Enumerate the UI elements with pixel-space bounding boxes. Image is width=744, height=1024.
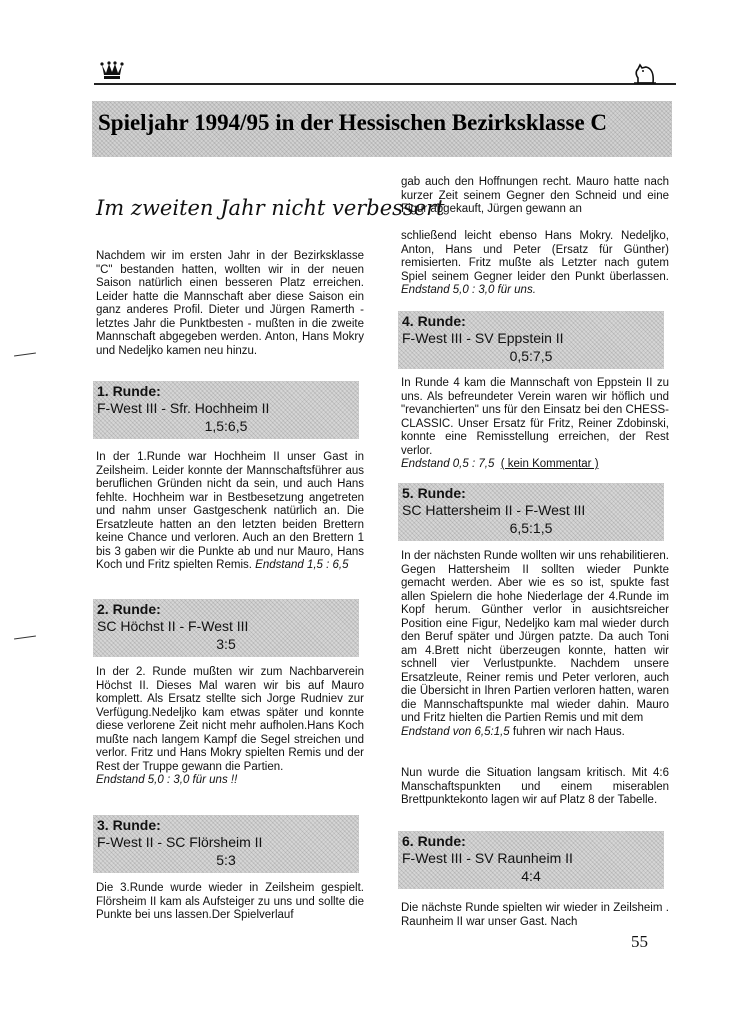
round4-endstand: Endstand 0,5 : 7,5 bbox=[401, 458, 495, 470]
round-title: 5. Runde: bbox=[402, 485, 466, 501]
round-score: 0,5:7,5 bbox=[509, 348, 553, 364]
round4-comment: ( kein Kommentar ) bbox=[500, 458, 599, 470]
round-match: SC Hattersheim II - F-West III bbox=[402, 502, 586, 518]
header-rule bbox=[94, 83, 676, 85]
round-title: 4. Runde: bbox=[402, 313, 466, 329]
round-box bbox=[93, 599, 359, 657]
round2-endstand: Endstand 5,0 : 3,0 für uns !! bbox=[96, 774, 238, 786]
article-subtitle: Im zweiten Jahr nicht verbessert bbox=[96, 196, 445, 220]
continuation-paragraph-2: schließend leicht ebenso Hans Mokry. Nedeljko, Anton, Hans und Peter (Ersatz für Günther) remisierten. Fritz mußte als Letzter nach gutem Spiel seinem Gegner leider den Punkt überlassen. Endstand 5,0 : 3,0 für uns. bbox=[401, 230, 669, 296]
round-match: F-West III - SV Eppstein II bbox=[402, 330, 564, 346]
round3-paragraph: Die 3.Runde wurde wieder in Zeilsheim gespielt. Flörsheim II kam als Aufsteiger zu uns und sollte die Punkte bei uns lassen.Der Spielverlauf bbox=[96, 882, 364, 921]
round-box bbox=[398, 831, 664, 889]
round-score: 1,5:6,5 bbox=[204, 418, 248, 434]
round5-endstand: Endstand von 6,5:1,5 bbox=[401, 725, 510, 738]
intro-paragraph: Nachdem wir im ersten Jahr in der Bezirksklasse "C" bestanden hatten, wollten wir in der neuen Saison natürlich einen besseren Platz erreichen. Leider hatte die Mannschaft aber diese Saison ein ganz anderes Profil. Dieter und Jürgen Ramerth - letztes Jahr die Punktbesten - mußten in die zweite Mannschaft abgegeben werden. Anton, Hans Mokry und Nedeljko kamen neu hinzu. bbox=[96, 250, 364, 357]
round2-paragraph: In der 2. Runde mußten wir zum Nachbarverein Höchst II. Dieses Mal waren wir bis auf Mauro komplett. Als Ersatz stellte sich Jorge Rudniev zur Verfügung.Nedeljko kam etwas später und konnte diese verlorene Zeit nicht mehr aufholen.Hans Koch mußte nach langem Kampf die Segel streichen und verlor. Fritz und Hans Mokry spielten Remis und der Rest der Truppe gewann die Partien. Endstand 5,0 : 3,0 für uns !! bbox=[96, 666, 364, 786]
round6-paragraph: Die nächste Runde spielten wir wieder in Zeilsheim . Raunheim II war unser Gast. Nach bbox=[401, 902, 669, 928]
page-number: 55 bbox=[631, 932, 648, 951]
situation-paragraph: Nun wurde die Situation langsam kritisch. Mit 4:6 Manschaftspunkten und einem miserablen Brettpunktekonto lagen wir auf Platz 8 der Tabelle. bbox=[401, 767, 669, 806]
round5-paragraph: In der nächsten Runde wollten wir uns rehabilitieren. Gegen Hattersheim II sollten wieder Punkte gemacht werden. Aber wie es so ist, spukte fast allen Spielern die hohe Niederlage der 4.Runde im Kopf herum. Günther verlor in ausichtsreicher Position eine Figur, Nedeljko kam mal wieder durch den Beruf später und Jürgen patzte. Da auch Toni am 4.Brett nicht überzeugen konnte, hatten wir schnell vier Verlustpunkte. Nachdem unsere Ersatzleute, Reiner remis und Peter verloren, auch die Übersicht in Ihren Partien verloren hatten, waren die Mannschaftspunkte mal wieder dahin. Mauro und Fritz hielten die Partien Remis und mit dem Endstand von 6,5:1,5 fuhren wir nach Haus. bbox=[401, 550, 669, 738]
round-box bbox=[398, 483, 664, 541]
page-title: Spieljahr 1994/95 in der Hessischen Bezirksklasse C bbox=[98, 110, 608, 135]
round-match: F-West III - Sfr. Hochheim II bbox=[97, 400, 270, 416]
margin-mark bbox=[14, 635, 36, 639]
round-title: 1. Runde: bbox=[97, 383, 161, 399]
round3-endstand: Endstand 5,0 : 3,0 für uns. bbox=[401, 284, 536, 296]
round-score: 6,5:1,5 bbox=[509, 520, 553, 536]
round-match: F-West III - SV Raunheim II bbox=[402, 850, 573, 866]
round-title: 6. Runde: bbox=[402, 833, 466, 849]
round-match: SC Höchst II - F-West III bbox=[97, 618, 249, 634]
round-score: 4:4 bbox=[521, 868, 541, 884]
round-box bbox=[93, 381, 359, 439]
margin-mark bbox=[14, 352, 36, 356]
round-box bbox=[93, 815, 359, 873]
round-box bbox=[398, 311, 664, 369]
round1-paragraph: In der 1.Runde war Hochheim II unser Gast in Zeilsheim. Leider konnte der Mannschaftsführer aus beruflichen Gründen nicht da sein, und auch Hans fehlte. Hochheim war in Bestbesetzung angetreten und nahm unser Gastgeschenk natürlich an. Die Ersatzleute hatten an den letzten beiden Brettern keine Chance und verloren. Auch an den Brettern 1 bis 3 gaben wir die Punkte ab und nur Mauro, Hans Koch und Fritz spielten Remis. Endstand 1,5 : 6,5 bbox=[96, 451, 364, 571]
round1-endstand: Endstand 1,5 : 6,5 bbox=[255, 559, 349, 571]
round-score: 3:5 bbox=[216, 636, 236, 652]
chess-knight-icon bbox=[632, 63, 658, 85]
round4-paragraph: In Runde 4 kam die Mannschaft von Eppstein II zu uns. Als befreundeter Verein waren wir höflich und "revanchierten" uns für den Einsatz bei den CHESS-CLASSIC. Unser Ersatz für Fritz, Reiner Zdobinski, konnte eine Remisstellung erreichen, der Rest verlor. Endstand 0,5 : 7,5 ( kein Kommentar ) bbox=[401, 377, 669, 470]
round-title: 2. Runde: bbox=[97, 601, 161, 617]
chess-queen-icon bbox=[100, 60, 124, 80]
round-score: 5:3 bbox=[216, 852, 236, 868]
round-match: F-West II - SC Flörsheim II bbox=[97, 834, 263, 850]
continuation-paragraph: gab auch den Hoffnungen recht. Mauro hatte nach kurzer Zeit seinem Gegner den Schneid und eine Figur abgekauft, Jürgen gewann an bbox=[401, 176, 669, 215]
round-title: 3. Runde: bbox=[97, 817, 161, 833]
